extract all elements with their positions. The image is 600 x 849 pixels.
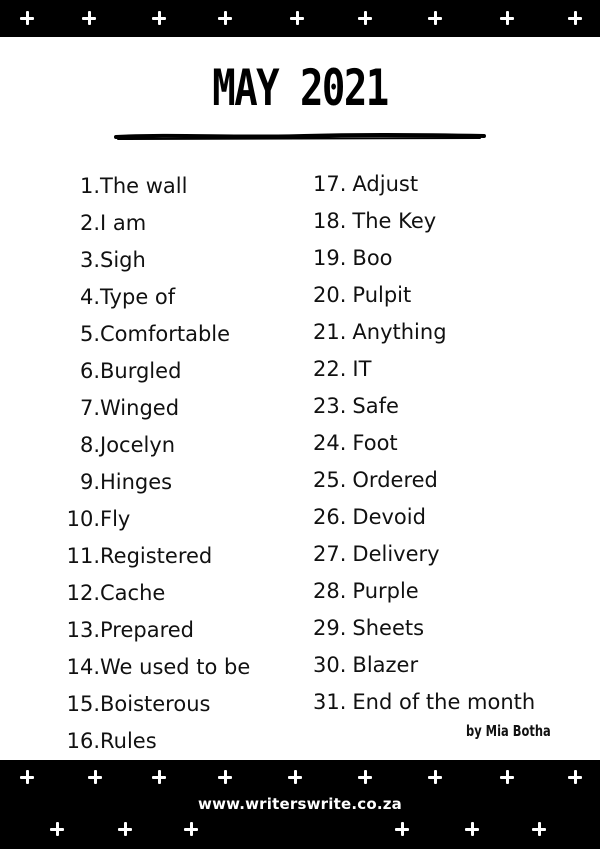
prompt-text: The wall (100, 173, 188, 198)
plus-icon (568, 11, 582, 25)
page-title: MAY 2021 (212, 59, 388, 117)
prompt-text: Type of (100, 284, 176, 309)
prompt-number: 27. (313, 541, 347, 566)
plus-icon (288, 770, 302, 784)
prompt-number: 14. (66, 654, 100, 679)
plus-icon (152, 770, 166, 784)
prompt-text: I am (100, 210, 147, 235)
plus-icon (50, 822, 64, 836)
prompt-item (62, 352, 250, 389)
plus-icon (428, 11, 442, 25)
prompt-number: 6. (79, 358, 100, 383)
plus-icon (568, 770, 582, 784)
plus-icon (532, 822, 546, 836)
prompt-text: Anything (352, 319, 447, 344)
plus-icon (20, 11, 34, 25)
prompt-number: 20. (313, 282, 347, 307)
title-underline (114, 130, 486, 144)
prompt-text: Jocelyn (100, 432, 176, 457)
prompt-item (313, 646, 535, 683)
prompt-number: 8. (79, 432, 100, 457)
prompt-number: 25. (313, 467, 347, 492)
prompt-text: Rules (100, 728, 157, 753)
prompt-number: 1. (79, 173, 100, 198)
prompt-item (62, 278, 250, 315)
prompt-item (62, 241, 250, 278)
prompt-item (62, 611, 250, 648)
prompt-number: 9. (79, 469, 100, 494)
prompt-list-left (62, 167, 250, 759)
prompt-number: 11. (66, 543, 100, 568)
prompt-text: Boisterous (100, 691, 211, 716)
prompt-item (62, 685, 250, 722)
plus-icon (118, 822, 132, 836)
prompt-text: Fly (100, 506, 131, 531)
prompt-item (313, 202, 535, 239)
prompt-item (313, 535, 535, 572)
prompt-text: End of the month (352, 689, 536, 714)
prompt-number: 28. (313, 578, 347, 603)
plus-icon (465, 822, 479, 836)
prompt-item (62, 574, 250, 611)
prompt-number: 13. (66, 617, 100, 642)
prompt-number: 2. (79, 210, 100, 235)
prompt-number: 12. (66, 580, 100, 605)
prompt-item (62, 722, 250, 759)
prompt-text: Devoid (352, 504, 426, 529)
plus-icon (358, 770, 372, 784)
prompt-item (313, 572, 535, 609)
prompt-number: 30. (313, 652, 347, 677)
prompt-number: 5. (79, 321, 100, 346)
plus-icon (428, 770, 442, 784)
prompt-item (313, 239, 535, 276)
prompt-text: The Key (352, 208, 437, 233)
prompt-number: 16. (66, 728, 100, 753)
plus-icon (20, 770, 34, 784)
prompt-item (313, 313, 535, 350)
prompt-number: 18. (313, 208, 347, 233)
prompt-number: 19. (313, 245, 347, 270)
plus-icon (152, 11, 166, 25)
prompt-number: 24. (313, 430, 347, 455)
prompt-item (313, 683, 535, 720)
prompt-number: 7. (79, 395, 100, 420)
prompt-item (62, 426, 250, 463)
prompt-item (62, 389, 250, 426)
prompt-number: 21. (313, 319, 347, 344)
plus-icon (290, 11, 304, 25)
prompt-text: Pulpit (352, 282, 412, 307)
prompt-item (313, 609, 535, 646)
prompt-text: We used to be (100, 654, 251, 679)
website-link[interactable]: www.writerswrite.co.za (198, 795, 402, 813)
plus-icon (500, 770, 514, 784)
prompt-text: Comfortable (100, 321, 231, 346)
prompt-item (313, 387, 535, 424)
prompt-item (62, 648, 250, 685)
prompt-item (313, 165, 535, 202)
prompt-number: 31. (313, 689, 347, 714)
prompt-text: Winged (100, 395, 180, 420)
prompt-item (313, 461, 535, 498)
prompt-number: 17. (313, 171, 347, 196)
prompt-number: 4. (79, 284, 100, 309)
prompt-number: 3. (79, 247, 100, 272)
prompt-text: Sheets (352, 615, 425, 640)
prompt-text: Hinges (100, 469, 173, 494)
plus-icon (82, 11, 96, 25)
author-byline: by Mia Botha (466, 722, 551, 740)
prompt-text: Sigh (100, 247, 146, 272)
prompt-item (62, 167, 250, 204)
prompt-item (62, 500, 250, 537)
prompt-number: 29. (313, 615, 347, 640)
prompt-item (62, 537, 250, 574)
prompt-item (62, 315, 250, 352)
prompt-number: 10. (66, 506, 100, 531)
prompt-item (62, 204, 250, 241)
plus-icon (395, 822, 409, 836)
prompt-number: 26. (313, 504, 347, 529)
plus-icon (218, 770, 232, 784)
prompt-text: Safe (352, 393, 399, 418)
plus-icon (88, 770, 102, 784)
prompt-number: 22. (313, 356, 347, 381)
plus-icon (358, 11, 372, 25)
prompt-text: Delivery (352, 541, 440, 566)
prompt-number: 15. (66, 691, 100, 716)
prompt-item (313, 424, 535, 461)
prompt-text: Boo (352, 245, 393, 270)
prompt-list-right (313, 165, 535, 720)
prompt-text: Purple (352, 578, 419, 603)
plus-icon (500, 11, 514, 25)
plus-icon (184, 822, 198, 836)
prompt-number: 23. (313, 393, 347, 418)
prompt-item (313, 276, 535, 313)
prompt-item (62, 463, 250, 500)
prompt-text: IT (352, 356, 372, 381)
prompt-text: Cache (100, 580, 166, 605)
prompt-text: Adjust (352, 171, 419, 196)
prompt-item (313, 498, 535, 535)
prompt-text: Prepared (100, 617, 195, 642)
prompt-text: Foot (352, 430, 398, 455)
prompt-text: Blazer (352, 652, 419, 677)
plus-icon (218, 11, 232, 25)
prompt-item (313, 350, 535, 387)
prompt-text: Burgled (100, 358, 182, 383)
prompt-text: Registered (100, 543, 213, 568)
prompt-text: Ordered (352, 467, 438, 492)
